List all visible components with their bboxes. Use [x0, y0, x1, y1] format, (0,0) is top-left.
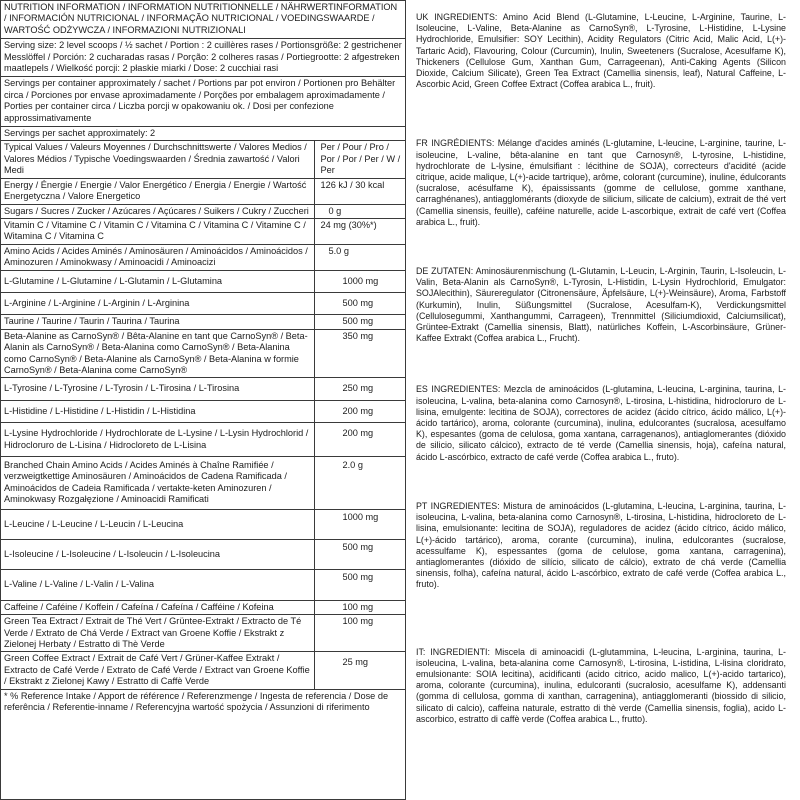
- row-value: 500 mg: [314, 570, 405, 600]
- row-value: 1000 mg: [314, 509, 405, 539]
- table-row: [1, 270, 405, 292]
- row-label: L-Valine / L-Valine / L-Valin / L-Valina: [1, 570, 314, 600]
- ingredients-uk: UK INGREDIENTS: Amino Acid Blend (L-Glutamine, L-Leucine, L-Arginine, Taurine, L-Isoleucine, L-Valine, Beta-Alanine as CarnoSyn®, L-Tyrosine, L-Histidine, L-Lysine Hydrochloride, Emulsifier: SOY Lecithin), Acidity Regulators (Citric Acid, Malic Acid, L(+)-Tartaric Acid), Flavouring, Colour (Curcumin), Inulin, Sweeteners (Sucralose, Acesulfame K), Thickeners (Cellulose Gum, Xanthan Gum, Carrageenan), Anti-Caking Agents (Silicon Dioxide, Calcium Silicate), Green Tea Extract (Camellia sinensis, leaf), Natural Caffeine, L-Ascorbic Acid, Green Coffee Extract (Coffea arabica L., fruit).: [416, 12, 786, 90]
- typical-values-label: Typical Values / Valeurs Moyennes / Durchschnittswerte / Valores Medios / Valores Médios / Typische Voedingswaarden / Średnia zawartość / Valori Medi: [1, 141, 314, 178]
- per-label: Per / Pour / Pro / Por / Por / Per / W / Per: [314, 141, 405, 178]
- ingredients-it: IT: INGREDIENTI: Miscela di aminoacidi (L-glutammina, L-leucina, L-arginina, taurina, L-isoleucina, L-valina, beta-alanina come Carnosyn®, L-tirosina, L-istidina, L-lisina cloridrato, emulsionante: SOIA lecitina), acidificanti (acido citrico, acido malico, L(+)-acido tartarico), aroma, colorante (curcumina), inulina, edulcoranti (sucralosio, acesulfame K), addensanti (gomma di cellulosa, gomma di xanthan, carragenina), antiagglomeranti (biossido di silicio, silicato di calcio), caffeina naturale, estratto di thè verde (Camellia sinensis, foglia), acido L-ascorbico, estratto di caffè verde (Coffea arabica L., frutto).: [416, 646, 786, 724]
- table-row: [1, 540, 405, 570]
- table-row: [1, 244, 405, 270]
- table-header-row: [1, 141, 405, 178]
- nutrition-title: NUTRITION INFORMATION / INFORMATION NUTRITIONNELLE / NÄHRWERTINFORMATION / INFORMACIÓN NUTRICIONAL / INFORMAÇÃO NUTRICIONAL / VOEDINGSWAARDE / WARTOŚĆ ODŻYWCZA / INFORMAZIONI NUTRIZIONALI: [1, 1, 405, 39]
- row-label: Vitamin C / Vitamine C / Vitamin C / Vitamina C / Vitamina C / Vitamine C / Witamina C / Vitamina C: [1, 218, 314, 244]
- row-value: 24 mg (30%*): [314, 218, 405, 244]
- row-value: 200 mg: [314, 423, 405, 457]
- row-label: Energy / Énergie / Energie / Valor Energético / Energia / Energie / Wartość Energetyczna / Valore Energetico: [1, 178, 314, 204]
- table-row: [1, 570, 405, 600]
- row-value: 500 mg: [314, 315, 405, 329]
- row-value: 1000 mg: [314, 270, 405, 292]
- row-label: Beta-Alanine as CarnoSyn® / Bêta-Alanine en tant que CarnoSyn® / Beta-Alanin als CarnoSyn® / Beta-Alanina como CarnoSyn® / Beta-Alanina como CarnoSyn® / Beta-Alanine als CarnoSyn® / Beta-Alanina w formie CarnoSyn® / Beta-Alanina come CarnoSyn®: [1, 329, 314, 378]
- table-row: [1, 600, 405, 614]
- row-label: L-Glutamine / L-Glutamine / L-Glutamin / L-Glutamina: [1, 270, 314, 292]
- row-value: 2.0 g: [314, 457, 405, 510]
- row-label: Amino Acids / Acides Aminés / Aminosäuren / Aminoácidos / Aminoácidos / Aminozuren / Aminokwasy / Aminoacidi / Aminoacizi: [1, 244, 314, 270]
- row-label: Caffeine / Caféine / Koffein / Cafeína / Cafeína / Cafféine / Kofeina: [1, 600, 314, 614]
- row-value: 350 mg: [314, 329, 405, 378]
- ingredients-panel: [412, 0, 800, 800]
- ingredients-pt: PT INGREDIENTES: Mistura de aminoácidos (L-glutamina, L-leucina, L-arginina, taurina, L-isoleucina, L-valina, beta-alanina como Carnosyn®, L-tirosina, L-histidina, hidrocloreto de L-lisina, emulsionante: lecitina de SOJA), reguladores de acidez (ácido cítrico, ácido málico, L(+)-ácido tartárico), aroma, corante (curcumina), inulina, edulcorantes (sucralose, acessulfame K), espessantes (goma de celulose, goma xantana, carragenina), antiaglomerantes (dióxido de silício, silicato de cálcio), extrato de chá verde (Camellia sinensis, folha), cafeína natural, ácido L-ascórbico, extrato de café verde (Coffea arabica L., fruto).: [416, 500, 786, 590]
- servings-per-sachet: Servings per sachet approximately: 2: [4, 128, 156, 139]
- table-row: [1, 204, 405, 218]
- row-value: 0 g: [314, 204, 405, 218]
- row-label: Green Coffee Extract / Extrait de Café Vert / Grüner-Kaffee Extrakt / Extracto de Café Verde / Extrato de Café Verde / Extract van Groene Koffie / Ekstrakt z Zielonej Kawy / Estratto di Caffè Verde: [1, 652, 314, 689]
- table-row: [1, 457, 405, 510]
- row-label: L-Histidine / L-Histidine / L-Histidin / L-Histidina: [1, 400, 314, 422]
- servings-per-container: Servings per container approximately / sachet / Portions par pot environ / Portionen pro Behälter circa / Porciones por envase aproximadamente / Porções por embalagem aproximadamente / Porties per container circa / Liczba porcji w opakowaniu ok. / Dosi per confezione approssimativamente: [1, 77, 405, 127]
- row-value: 500 mg: [314, 292, 405, 314]
- row-label: L-Arginine / L-Arginine / L-Arginin / L-Arginina: [1, 292, 314, 314]
- table-row: [1, 378, 405, 400]
- ingredients-fr: FR INGRÉDIENTS: Mélange d'acides aminés (L-glutamine, L-leucine, L-arginine, taurine, L-isoleucine, L-valine, bêta-alanine en tant que Carnosyn®, L-tyrosine, L-histidine, hydrochlorate de L-lysine, émulsifiant : lécithine de SOJA), correcteurs d'acidité (acide citrique, acide malique, L(+)-acide tartrique), arôme, colorant (curcumine), inuline, édulcorants (sucralose, acésulfame K), épaississants (gomme de cellulose, gomme xanthane, carraghénanes), antiagglomérants (dioxyde de silicium, silicate de calcium), extrait de thé vert (Camellia sinensis, feuille), caféine naturelle, acide L-ascorbique, extrait de café vert (Coffea arabica L., fruit).: [416, 138, 786, 227]
- row-value: 100 mg: [314, 615, 405, 652]
- table-row: [1, 315, 405, 329]
- row-label: L-Isoleucine / L-Isoleucine / L-Isoleucin / L-Isoleucina: [1, 540, 314, 570]
- ingredients-de: DE ZUTATEN: Aminosäurenmischung (L-Glutamin, L-Leucin, L-Arginin, Taurin, L-Isoleucin, L-Valin, Beta-Alanin als CarnoSyn®, L-Tyrosin, L-Histidin, L-Lysin Hydrochlorid, Emulgator: SOJAlecithin), Säureregulator (Citronensäure, Äpfelsäure, L(+)-Weinsäure), Aroma, Farbstoff (Kurkumin), Inulin, Süßungsmittel (Sucralose, Acesulfam-K), Verdickungsmittel (Cellulosegummi, Xanthangummi, Carrageen), Trennmittel (Siliciumdioxid, Calciumsilicat), Grüntee-Extrakt (Camellia sinensis, Blatt), natürliches Koffein, L-Ascorbinsäure, Grüner-Kaffee Extrakt (Coffea arabica L., Frucht).: [416, 266, 786, 344]
- nutrition-table: [1, 140, 405, 689]
- row-label: L-Lysine Hydrochloride / Hydrochlorate de L-Lysine / L-Lysin Hydrochlorid / Hidrocloruro de L-Lisina / Hidrocloreto de L-Lisina: [1, 423, 314, 457]
- row-value: 500 mg: [314, 540, 405, 570]
- table-row: [1, 423, 405, 457]
- table-row: [1, 509, 405, 539]
- row-label: Taurine / Taurine / Taurin / Taurina / Taurina: [1, 315, 314, 329]
- table-row: [1, 329, 405, 378]
- table-row: [1, 218, 405, 244]
- row-value: 100 mg: [314, 600, 405, 614]
- table-row: [1, 615, 405, 652]
- row-value: 200 mg: [314, 400, 405, 422]
- row-label: Branched Chain Amino Acids / Acides Aminés à Chaîne Ramifiée / verzweigtkettige Aminosäuren / Aminoácidos de Cadena Ramificada / Aminoácidos de Cadeia Ramificada / vertakte-keten Aminozuren / Aminokwasy Rozgałęzione / Aminoacidi Ramificati: [1, 457, 314, 510]
- row-value: 5.0 g: [314, 244, 405, 270]
- table-row: [1, 652, 405, 689]
- table-row: [1, 292, 405, 314]
- table-row: [1, 178, 405, 204]
- row-label: L-Leucine / L-Leucine / L-Leucin / L-Leucina: [1, 509, 314, 539]
- table-row: [1, 400, 405, 422]
- row-label: L-Tyrosine / L-Tyrosine / L-Tyrosin / L-Tirosina / L-Tirosina: [1, 378, 314, 400]
- row-value: 250 mg: [314, 378, 405, 400]
- row-value: 25 mg: [314, 652, 405, 689]
- reference-intake-footnote: * % Reference Intake / Apport de référence / Referenzmenge / Ingesta de referencia / Dose de referência / Referentie-inname / Referencyjna wartość spożycia / Assunzioni di riferimento: [4, 690, 389, 713]
- ingredients-es: ES INGREDIENTES: Mezcla de aminoácidos (L-glutamina, L-leucina, L-arginina, taurina, L-isoleucina, L-valina, beta-alanina como Carnosyn®, L-tirosina, L-histidina, hidrocloruro de L-lisina, emulgente: lecitina de SOJA), correctores de acidez (ácido cítrico, ácido málico, L(+)-ácido tartárico), aroma, colorante (curcumina), inulina, edulcorantes (sucralosa, acesulfamo K), espesantes (goma de celulosa, goma xantana, carragenanos), antiaglomerantes (dióxido de silicio, silicato cálcico), extracto de té verde (Camellia sinensis, hoja), cafeína natural, ácido L-ascórbico, extracto de café verde (Coffea arabica L., fruto).: [416, 384, 786, 462]
- row-label: Sugars / Sucres / Zucker / Azúcares / Açúcares / Suikers / Cukry / Zuccheri: [1, 204, 314, 218]
- row-value: 126 kJ / 30 kcal: [314, 178, 405, 204]
- serving-size: Serving size: 2 level scoops / ½ sachet / Portion : 2 cuillères rases / Portionsgröße: 2 gestrichener Messlöffel / Porción: 2 cucharadas rasas / Porção: 2 colheres rasas / Portiegrootte: 2 afgestreken maatlepels / Wielkość porcji: 2 płaskie miarki / Dose: 2 cucchiai rasi: [1, 39, 405, 77]
- row-label: Green Tea Extract / Extrait de Thé Vert / Grüntee-Extrakt / Extracto de Té Verde / Extrato de Chá Verde / Extract van Groene Koffie / Ekstrakt z Zielonej Herbaty / Estratto di Thè Verde: [1, 615, 314, 652]
